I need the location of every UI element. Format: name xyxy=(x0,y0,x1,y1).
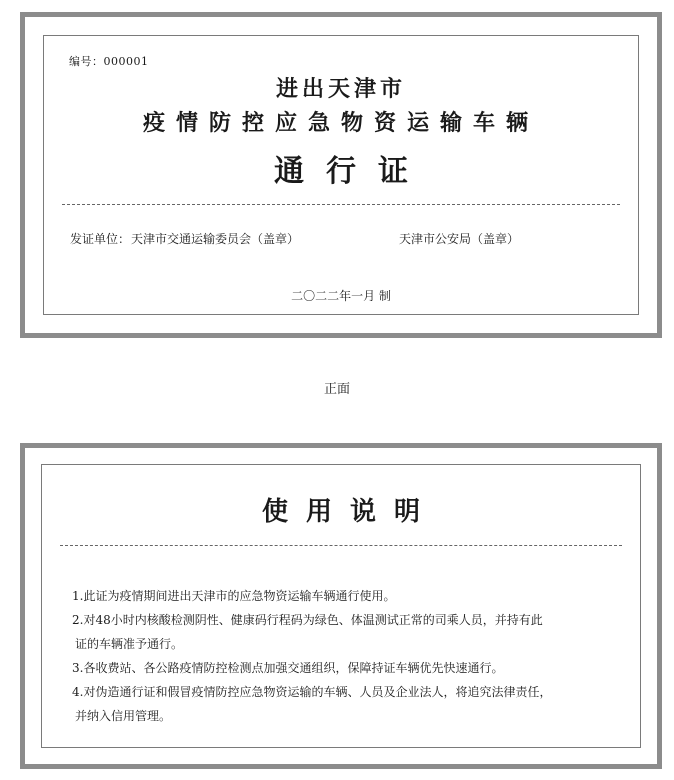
pass-back-card xyxy=(20,443,662,769)
title-line-1: 进出天津市 xyxy=(275,76,406,102)
title-line-3: 通行证 xyxy=(274,154,430,189)
front-side-caption: 正面 xyxy=(323,382,350,397)
usage-instructions-title: 使用说明 xyxy=(261,497,438,527)
rule-line: 2.对48小时内核酸检测阴性、健康码行程码为绿色、体温测试正常的司乘人员，并持有此 xyxy=(72,613,543,627)
made-date: 二〇二二年一月 制 xyxy=(291,289,391,303)
rule-line: 并纳入信用管理。 xyxy=(75,709,172,723)
issuer-label: 发证单位： xyxy=(70,232,131,246)
issuer-transport-committee: 天津市交通运输委员会（盖章） xyxy=(131,232,300,246)
serial-number: 编号：000001 xyxy=(69,55,149,68)
rule-line: 3.各收费站、各公路疫情防控检测点加强交通组织，保障持证车辆优先快速通行。 xyxy=(72,661,504,675)
rule-line: 4.对伪造通行证和假冒疫情防控应急物资运输的车辆、人员及企业法人，将追究法律责任， xyxy=(72,685,552,699)
rule-line: 1.此证为疫情期间进出天津市的应急物资运输车辆通行使用。 xyxy=(72,589,396,603)
pass-front-card xyxy=(20,12,662,338)
dashed-divider xyxy=(62,204,620,205)
pass-back-inner-frame xyxy=(41,464,641,748)
dashed-divider xyxy=(60,545,622,546)
pass-front-inner-frame xyxy=(43,35,639,315)
issuer-public-security-bureau: 天津市公安局（盖章） xyxy=(399,232,520,246)
rule-line: 证的车辆准予通行。 xyxy=(75,637,184,651)
title-line-2: 疫情防控应急物资运输车辆 xyxy=(142,110,539,136)
usage-rules-list xyxy=(72,584,620,728)
